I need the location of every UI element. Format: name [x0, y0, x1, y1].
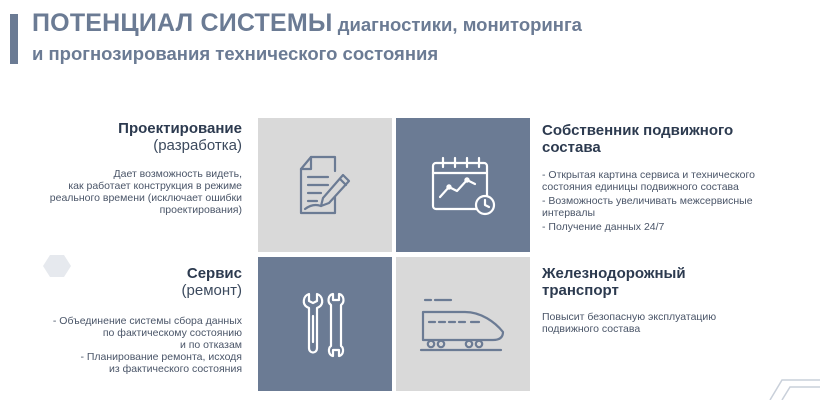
owner-bullet: - Возможность увеличивать межсервисные интервалы: [542, 195, 753, 219]
owner-bullet: - Получение данных 24/7: [542, 221, 665, 233]
rail-description-line: Повысит безопасную эксплуатацию: [542, 311, 717, 323]
rail-block: [542, 265, 772, 335]
calendar-chart-clock-icon: [427, 153, 499, 217]
design-description-line: проектирования): [159, 204, 242, 216]
document-pen-icon: [295, 153, 355, 217]
tile-owner: [396, 118, 530, 252]
service-bullet-line: и по отказам: [179, 339, 242, 351]
design-block: [50, 120, 242, 216]
rail-description: [542, 311, 772, 335]
design-description-line: реального времени (исключает ошибки: [49, 192, 242, 204]
slide-title: [32, 10, 802, 69]
service-bullet-line: - Планирование ремонта, исходя: [80, 351, 242, 363]
service-bullet-line: по фактическому состоянию: [102, 327, 242, 339]
wrenches-icon: [295, 288, 355, 360]
service-bullets: [53, 315, 242, 375]
owner-bullets: [542, 169, 772, 233]
service-heading: Сервис: [186, 265, 242, 282]
tile-rail: [396, 257, 530, 391]
design-description-line: как работает конструкция в режиме: [68, 180, 242, 192]
owner-block: [542, 122, 772, 235]
title-accent-bar: [10, 14, 18, 64]
owner-bullet: - Открытая картина сервиса и технического состояния единицы подвижного состава: [542, 169, 755, 193]
title-main: ПОТЕНЦИАЛ СИСТЕМЫ: [32, 9, 333, 37]
rail-heading-line: транспорт: [542, 282, 619, 299]
rail-heading-line: Железнодорожный: [542, 265, 686, 282]
design-heading: Проектирование: [118, 120, 242, 137]
service-subheading: (ремонт): [181, 282, 242, 299]
title-rest-line1: диагностики, мониторинга: [332, 14, 582, 35]
service-bullet-line: из фактического состояния: [109, 363, 242, 375]
owner-heading-line: Собственник подвижного: [542, 122, 734, 139]
corner-decoration: [760, 378, 820, 400]
service-bullet-line: - Объединение системы сбора данных: [52, 315, 242, 327]
owner-heading-line: состава: [542, 139, 601, 156]
design-description-line: Дает возможность видеть,: [113, 168, 242, 180]
tile-design: [258, 118, 392, 252]
rail-description-line: подвижного состава: [542, 323, 641, 335]
service-block: [53, 265, 242, 375]
title-rest-line2: и прогнозирования технического состояния: [32, 43, 439, 64]
design-description: [50, 168, 242, 216]
tile-service: [258, 257, 392, 391]
design-subheading: (разработка): [153, 137, 242, 154]
high-speed-train-icon: [417, 294, 509, 354]
